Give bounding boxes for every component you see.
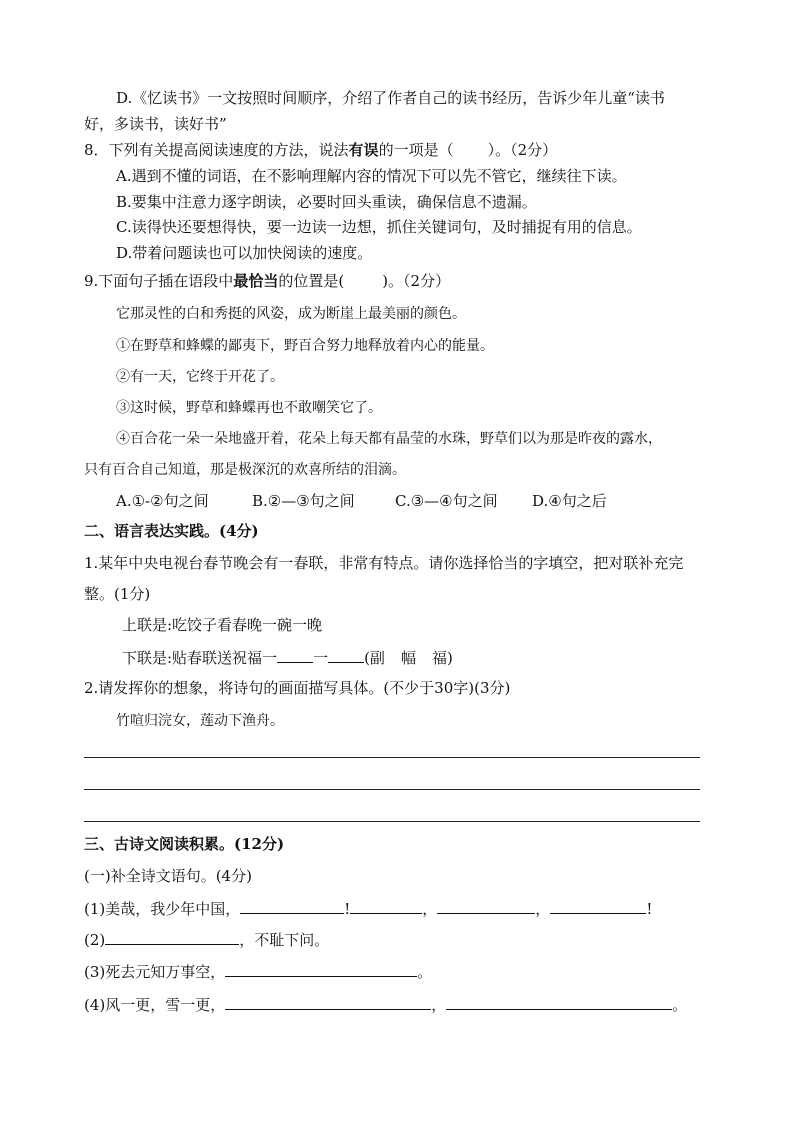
fill-1-blank-4[interactable] bbox=[550, 898, 646, 914]
q8-option-b: B.要集中注意力逐字朗读，必要时回头重读，确保信息不遗漏。 bbox=[116, 193, 537, 211]
fill-line-2 bbox=[84, 929, 329, 950]
q9-option-a: A.①-②句之间 bbox=[116, 492, 209, 510]
fill-1-blank-1[interactable] bbox=[240, 898, 344, 914]
fill-1-c: ， bbox=[422, 900, 438, 918]
fill-2-blank[interactable] bbox=[105, 929, 239, 945]
q9-sentence-3: ③这时候，野草和蜂蝶再也不敢嘲笑它了。 bbox=[116, 400, 382, 416]
section2-q2: 2.请发挥你的想象，将诗句的画面描写具体。(不少于30字)(3分) bbox=[84, 679, 511, 697]
q8-stem bbox=[84, 140, 557, 160]
section3-sub1: (一)补全诗文语句。(4分) bbox=[84, 867, 252, 885]
q9-stem-c: )。（2分） bbox=[382, 272, 451, 290]
fill-2-a: (2) bbox=[84, 931, 106, 949]
section3-title: 三、古诗文阅读积累。(12分) bbox=[84, 835, 285, 853]
couplet-lower bbox=[122, 647, 453, 668]
couplet-lower-c: (副 bbox=[364, 649, 385, 667]
q8-option-c: C.读得快还要想得快，要一边读一边想，抓住关键词句，及时捕捉有用的信息。 bbox=[116, 218, 642, 236]
answer-line-2[interactable] bbox=[84, 789, 700, 790]
q9-sentence-4-line1: ④百合花一朵一朵地盛开着，花朵上每天都有晶莹的水珠，野草们以为那是昨夜的露水， bbox=[116, 431, 662, 447]
couplet-upper: 上联是:吃饺子看春晚一碗一晚 bbox=[122, 616, 323, 634]
fill-2-b: ，不耻下问。 bbox=[239, 931, 330, 949]
fill-1-a: (1)美哉，我少年中国， bbox=[84, 900, 241, 918]
fill-1-d: ， bbox=[535, 900, 551, 918]
q8-stem-b: 的一项是（ bbox=[378, 141, 454, 159]
fill-4-blank-1[interactable] bbox=[225, 994, 431, 1010]
fill-4-b: ， bbox=[431, 996, 447, 1014]
fill-4-c: 。 bbox=[672, 996, 688, 1014]
q7-option-d-line1: D.《忆读书》一文按照时间顺序，介绍了作者自己的读书经历，告诉少年儿童“读书 bbox=[116, 89, 665, 107]
q8-stem-emphasis: 有误 bbox=[348, 141, 379, 159]
section2-q1-line1: 1.某年中央电视台春节晚会有一春联，非常有特点。请你选择恰当的字填空，把对联补充完 bbox=[84, 554, 684, 572]
section2-title: 二、语言表达实践。(4分) bbox=[84, 522, 259, 540]
answer-line-3[interactable] bbox=[84, 821, 700, 822]
fill-3-blank[interactable] bbox=[225, 961, 417, 977]
q9-stem-b: 的位置是( bbox=[278, 272, 345, 290]
fill-1-e: ! bbox=[646, 900, 653, 918]
answer-line-1[interactable] bbox=[84, 757, 700, 758]
q9-sentence-4-line2: 只有百合自己知道，那是极深沉的欢喜所结的泪滴。 bbox=[84, 462, 406, 478]
q9-option-d: D.④句之后 bbox=[532, 492, 607, 510]
couplet-lower-d: 幅 bbox=[400, 649, 416, 667]
q8-option-d: D.带着问题读也可以加快阅读的速度。 bbox=[116, 244, 373, 262]
fill-line-4 bbox=[84, 994, 687, 1015]
fill-3-b: 。 bbox=[417, 963, 433, 981]
q8-option-a: A.遇到不懂的词语，在不影响理解内容的情况下可以先不管它，继续往下读。 bbox=[116, 167, 627, 185]
couplet-blank-2[interactable] bbox=[328, 647, 364, 663]
section2-poem: 竹喧归浣女，莲动下渔舟。 bbox=[116, 713, 284, 729]
fill-4-a: (4)风一更，雪一更， bbox=[84, 996, 226, 1014]
fill-4-blank-2[interactable] bbox=[446, 994, 672, 1010]
q8-stem-a: 8．下列有关提高阅读速度的方法，说法 bbox=[84, 141, 349, 159]
couplet-lower-a: 下联是:贴春联送祝福一 bbox=[122, 649, 278, 667]
couplet-lower-e: 福) bbox=[431, 649, 453, 667]
q8-stem-c: ）。（2分） bbox=[487, 141, 558, 159]
fill-line-1 bbox=[84, 898, 652, 919]
fill-1-blank-3[interactable] bbox=[437, 898, 535, 914]
fill-3-a: (3)死去元知万事空， bbox=[84, 963, 226, 981]
q9-stem-a: 9.下面句子插在语段中 bbox=[84, 272, 234, 290]
q9-stem-emphasis: 最恰当 bbox=[233, 272, 279, 290]
fill-1-blank-2[interactable] bbox=[350, 898, 422, 914]
q9-option-b: B.②—③句之间 bbox=[252, 492, 355, 510]
q9-sentence-1: ①在野草和蜂蝶的鄙夷下，野百合努力地释放着内心的能量。 bbox=[116, 338, 494, 354]
couplet-blank-1[interactable] bbox=[277, 647, 313, 663]
fill-line-3 bbox=[84, 961, 432, 982]
q9-option-c: C.③—④句之间 bbox=[395, 492, 498, 510]
fill-1-b: ! bbox=[344, 900, 351, 918]
q9-inserted-sentence: 它那灵性的白和秀挺的风姿，成为断崖上最美丽的颜色。 bbox=[116, 306, 466, 322]
section2-q1-line2: 整。(1分) bbox=[84, 585, 151, 603]
q9-sentence-2: ②有一天，它终于开花了。 bbox=[116, 369, 284, 385]
couplet-lower-b: 一 bbox=[313, 649, 329, 667]
q7-option-d-line2: 好，多读书，读好书” bbox=[84, 115, 227, 133]
q9-stem bbox=[84, 271, 450, 291]
